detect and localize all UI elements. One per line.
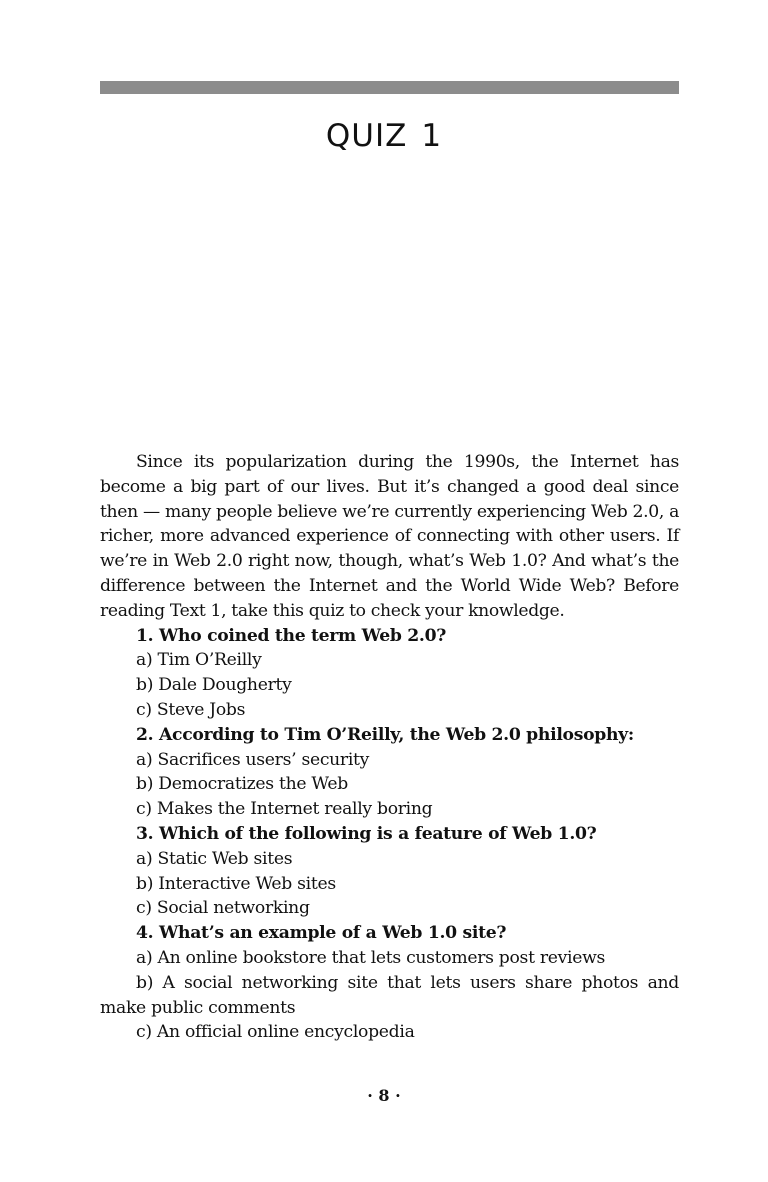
page-number: · 8 · — [367, 1086, 401, 1105]
question-3-option-c: c) Social networking — [136, 898, 310, 919]
question-1-option-a: a) Tim O’Reilly — [136, 650, 262, 671]
question-2-option-b: b) Democratizes the Web — [136, 774, 348, 795]
question-3: 3. Which of the following is a feature of Web 1.0? — [136, 823, 597, 844]
intro-paragraph: Since its popularization during the 1990s, the Internet has become a big part of our lives. But it’s changed a good deal since then — many people believe we’re currently experiencing Web 2.0, a richer, more advanced experience of connecting with other users. If we’re in Web 2.0 right now, though, what’s Web 1.0? And what’s the difference between the Internet and the World Wide Web? Before reading Text 1, take this quiz to check your knowledge. — [100, 452, 679, 621]
title-word: QUIZ — [325, 118, 408, 154]
question-2: 2. According to Tim O’Reilly, the Web 2.0 philosophy: — [136, 724, 634, 745]
question-4-option-a: a) An online bookstore that lets customers post reviews — [136, 947, 606, 968]
page-title — [0, 118, 768, 154]
question-2-option-c: c) Makes the Internet really boring — [136, 799, 433, 820]
question-3-option-b: b) Interactive Web sites — [136, 873, 336, 894]
quiz-content — [100, 450, 679, 1045]
top-rule — [100, 81, 679, 94]
title-number: 1 — [421, 118, 443, 154]
question-4-option-b: b) A social networking site that lets users share photos and make public comments — [100, 972, 679, 1018]
question-1-option-b: b) Dale Dougherty — [136, 675, 292, 696]
question-1-option-c: c) Steve Jobs — [136, 699, 246, 720]
question-2-option-a: a) Sacrifices users’ security — [136, 749, 370, 770]
question-4-option-c: c) An official online encyclopedia — [136, 1022, 415, 1043]
question-1: 1. Who coined the term Web 2.0? — [136, 625, 447, 646]
question-4: 4. What’s an example of a Web 1.0 site? — [136, 923, 507, 944]
question-3-option-a: a) Static Web sites — [136, 848, 293, 869]
